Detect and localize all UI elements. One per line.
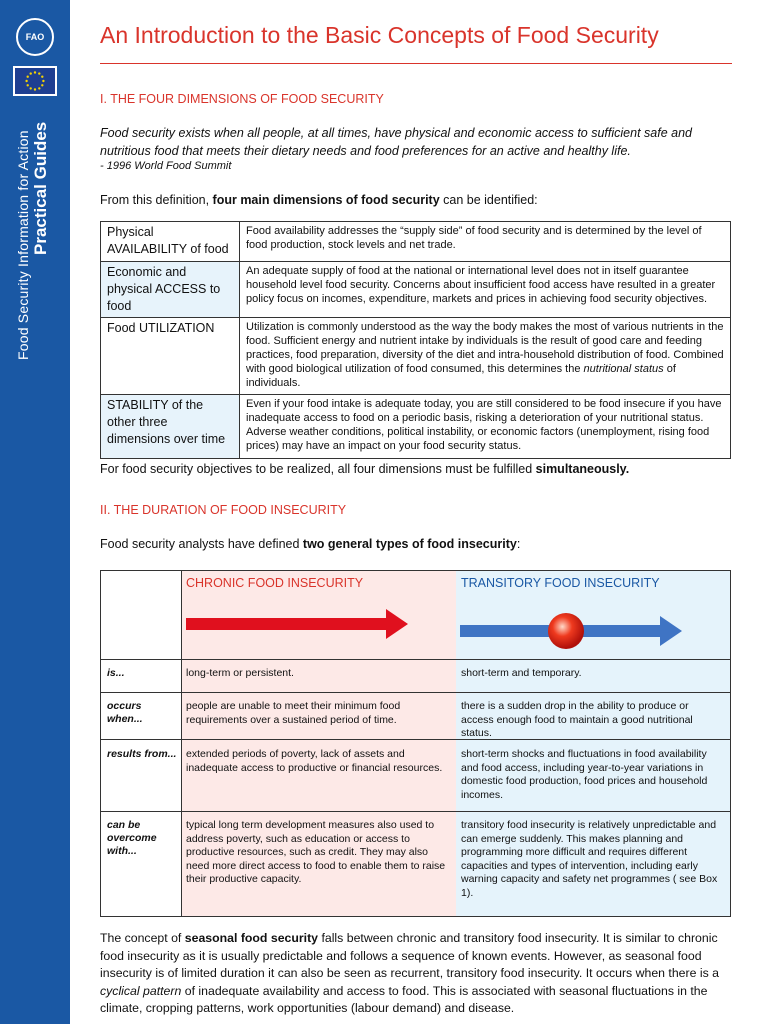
row-label: results from... — [107, 748, 177, 760]
chronic-header: CHRONIC FOOD INSECURITY — [186, 576, 364, 590]
table-row — [101, 262, 731, 318]
outro-text: For food security objectives to be realized, all four dimensions must be fulfilled — [100, 462, 536, 476]
title-divider — [100, 63, 732, 64]
dimensions-intro — [100, 191, 732, 209]
chronic-cell: people are unable to meet their minimum food requirements over a sustained period of time. — [186, 700, 401, 726]
table-row — [101, 222, 731, 262]
seasonal-paragraph — [100, 930, 732, 1018]
transitory-cell: there is a sudden drop in the ability to produce or access enough food to maintain a good nutritional status. — [461, 700, 693, 739]
practical-guides-label: Practical Guides — [31, 121, 51, 255]
quote-source: - 1996 World Food Summit — [100, 160, 232, 172]
page-title: An Introduction to the Basic Concepts of Food Security — [100, 22, 659, 48]
dimension-description — [240, 318, 731, 395]
row-divider — [101, 659, 730, 660]
chronic-cell: extended periods of poverty, lack of assets and inadequate access to productive or financial resources. — [186, 748, 443, 774]
transitory-cell: transitory food insecurity is relatively unpredictable and can emerge suddenly. This makes planning and programming more difficult and requires different capacities and types of intervention, including early warning capacity and safety net programmes ( see Box 1). — [461, 819, 718, 899]
seasonal-text-end: of inadequate availability and access to food. This is associated with seasonal fluctuations in the climate, cropping patterns, work opportunities (labour demand) and disease. — [100, 983, 708, 1015]
dimension-description: Food availability addresses the “supply side” of food security and is determined by the level of food production, stock levels and net trade. — [240, 222, 731, 262]
fao-logo-text: FAO — [25, 32, 45, 42]
seasonal-italic: cyclical pattern — [100, 983, 182, 998]
row-divider — [101, 811, 730, 812]
duration-intro — [100, 535, 732, 553]
row-label: is... — [107, 667, 125, 679]
eu-flag-icon — [13, 66, 57, 96]
intro-text-end: : — [516, 537, 521, 551]
intro-text: Food security analysts have defined — [100, 537, 303, 551]
fao-logo-icon — [16, 18, 54, 56]
intro-text: From this definition, — [100, 193, 213, 207]
chronic-cell: typical long term development measures also used to address poverty, such as education or access to productive resources, such as credit. They may also need more direct access to food to enable them to raise their productive capacity. — [186, 819, 446, 885]
transitory-cell: short-term and temporary. — [461, 667, 582, 679]
sidebar — [0, 0, 70, 1024]
dimension-label: STABILITY of the other three dimensions over time — [101, 395, 240, 459]
intro-bold: two general types of food insecurity — [302, 537, 517, 551]
utilization-text: Utilization is commonly understood as the way the body makes the most of various nutrients in the food. Sufficient energy and nutrient intake by individuals is the result of good care and feeding practices, food preparation, diversity of the diet and intra-household distribution of food. Combined with good biological utilization of food consumed, this determines the — [246, 321, 724, 375]
dimension-description: An adequate supply of food at the national or international level does not in itself guarantee household level food security. Concerns about insufficient food access have resulted in a greater policy focus on incomes, expenditure, markets and prices in achieving food security objectives. — [240, 262, 731, 318]
intro-text-end: can be identified: — [439, 193, 538, 207]
utilization-text-end: of individuals. — [246, 363, 676, 389]
chronic-cell: long-term or persistent. — [186, 667, 294, 679]
seasonal-text: The concept of — [100, 931, 185, 945]
intro-bold: four main dimensions of food security — [212, 193, 440, 207]
dimensions-table — [100, 221, 731, 459]
section-heading-duration: II. THE DURATION OF FOOD INSECURITY — [100, 503, 347, 517]
transitory-header: TRANSITORY FOOD INSECURITY — [461, 576, 660, 590]
eu-stars — [15, 68, 55, 94]
dimensions-outro — [100, 460, 732, 478]
transitory-arrow-icon — [460, 609, 682, 655]
seasonal-bold: seasonal food security — [184, 931, 319, 945]
row-label: occurs when... — [107, 700, 143, 725]
table-row — [101, 318, 731, 395]
table-row — [101, 395, 731, 459]
definition-quote: Food security exists when all people, at all times, have physical and economic access to sufficient safe and nutritious food that meets their dietary needs and food preferences for an active and healthy life. — [100, 126, 692, 158]
insecurity-types-table — [100, 570, 731, 917]
dimension-label: Physical AVAILABILITY of food — [101, 222, 240, 262]
outro-bold: simultaneously. — [535, 462, 630, 476]
dimension-description: Even if your food intake is adequate today, you are still considered to be food insecure if you have inadequate access to food on a periodic basis, risking a deterioration of your nutritional status. Adverse weather conditions, political instability, or economic factors (unemployment, rising food prices) may have an impact on your food security status. — [240, 395, 731, 459]
series-title: Food Security Information for Action — [15, 130, 31, 360]
row-label: can be overcome with... — [107, 819, 157, 857]
dimension-label: Food UTILIZATION — [101, 318, 240, 395]
sidebar-vertical-text — [15, 122, 51, 360]
row-divider — [101, 692, 730, 693]
transitory-cell: short-term shocks and fluctuations in food availability and food access, including year-to-year variations in domestic food production, food prices and household incomes. — [461, 748, 708, 801]
utilization-italic: nutritional status — [583, 363, 664, 375]
dimension-label: Economic and physical ACCESS to food — [101, 262, 240, 318]
section-heading-dimensions: I. THE FOUR DIMENSIONS OF FOOD SECURITY — [100, 92, 384, 106]
chronic-arrow-icon — [186, 609, 408, 639]
seasonal-text: falls between chronic and transitory food insecurity. It is similar to chronic food insecurity as it is usually predictable and follows a sequence of known events. However, as seasonal food insecurity is of limited duration it can also be seen as recurrent, transitory food insecurity. It occurs when there is a — [100, 931, 719, 980]
